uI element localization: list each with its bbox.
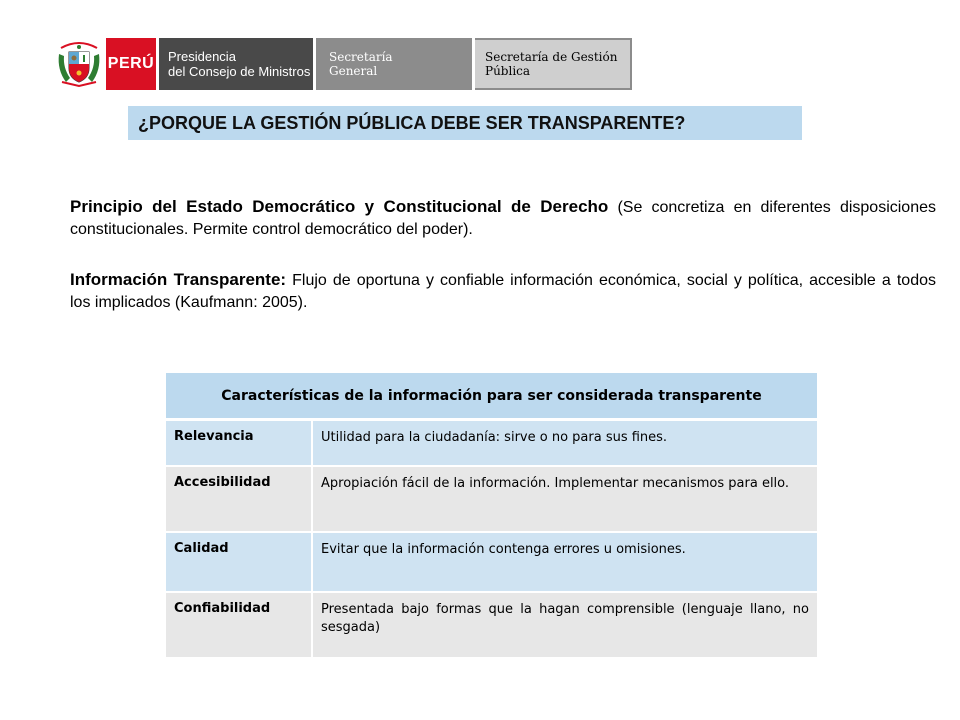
table-row [166,532,817,592]
sg-line2: General [329,64,378,78]
paragraph-principle-lead: Principio del Estado Democrático y Constitucional de Derecho [70,197,609,216]
paragraph-transparent-info [70,269,936,314]
peru-coat-of-arms-icon [52,38,106,90]
slide-title: ¿PORQUE LA GESTIÓN PÚBLICA DEBE SER TRANSPARENTE? [138,112,686,133]
pcm-line2: del Consejo de Ministros [168,64,311,79]
pcm-line1: Presidencia [168,49,236,64]
sg-line1: Secretaría [329,50,393,64]
pcm-label [159,38,313,90]
sgp-line1: Secretaría de Gestión [485,50,618,64]
row-value: Apropiación fácil de la información. Implementar mecanismos para ello. [312,466,817,532]
table-row [166,420,817,466]
paragraph-transparent-info-lead: Información Transparente: [70,270,287,289]
peru-label: PERÚ [106,38,156,90]
row-key: Relevancia [166,420,312,466]
sgp-line2: Pública [485,64,531,78]
secretaria-general-label [316,38,472,90]
table-row [166,592,817,658]
table-row [166,466,817,532]
row-value: Presentada bajo formas que la hagan comprensible (lenguaje llano, no sesgada) [312,592,817,658]
characteristics-table [166,373,817,659]
institution-header [52,38,632,90]
table-header: Características de la información para ser considerada transparente [166,373,817,420]
secretaria-gestion-publica-label [475,38,632,90]
paragraph-principle [70,196,936,241]
slide-title-box [128,106,802,140]
row-key: Calidad [166,532,312,592]
row-key: Accesibilidad [166,466,312,532]
row-key: Confiabilidad [166,592,312,658]
row-value: Evitar que la información contenga errores u omisiones. [312,532,817,592]
row-value: Utilidad para la ciudadanía: sirve o no para sus fines. [312,420,817,466]
paragraph-transparent-info-text: Flujo de oportuna y confiable información económica, social y política, accesible a todos los implicados (Kaufmann: 2005). [70,272,936,311]
paragraph-principle-text: (Se concretiza en diferentes disposiciones constitucionales. Permite control democrático del poder). [70,199,936,238]
